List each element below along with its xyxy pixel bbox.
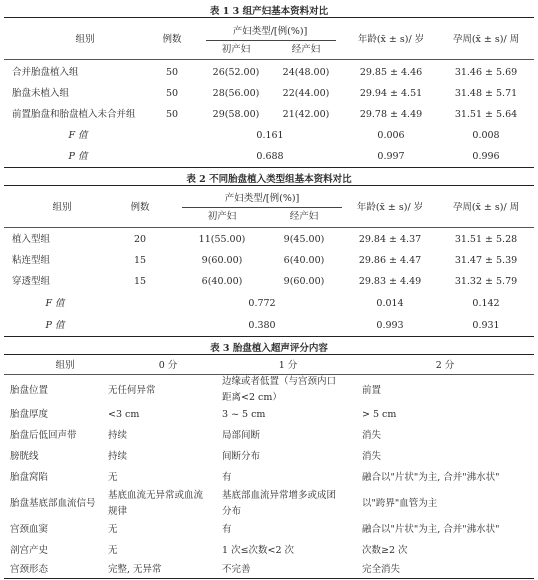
table2-stat-age: 0.014	[376, 298, 404, 309]
table2-stat-parity: 0.380	[248, 320, 276, 331]
table2-cell-multi: 9(60.00)	[283, 276, 325, 287]
table1-header-rule	[4, 59, 534, 60]
table1-header-count: 例数	[162, 34, 182, 45]
table3-cell-s1: 不完善	[222, 564, 251, 575]
table3-cell-s2: 以"跨界"血管为主	[362, 498, 438, 509]
table3-header-s1: 1 分	[278, 360, 298, 371]
table3-cell-s0: 持续	[108, 430, 128, 441]
table3-cell-s1: 有	[222, 472, 232, 483]
table2-stat-age: 0.993	[376, 320, 404, 331]
table3-caption: 表 3 胎盘植入超声评分内容	[210, 343, 328, 354]
table2-header-multi: 经产妇	[289, 211, 319, 222]
table1-cell-gest: 31.51 ± 5.64	[454, 109, 518, 120]
table3-cell-s0: 无	[108, 545, 118, 556]
table2-cell-gest: 31.51 ± 5.28	[454, 234, 518, 245]
table1-header-primi: 初产妇	[221, 44, 251, 55]
table1-cell-primi: 26(52.00)	[212, 67, 260, 78]
table1-cell-multi: 21(42.00)	[282, 109, 330, 120]
table1-cell-age: 29.94 ± 4.51	[359, 88, 423, 99]
table2-cell-primi: 6(40.00)	[201, 276, 243, 287]
table1-cell-age: 29.85 ± 4.46	[359, 67, 423, 78]
table2-cell-age: 29.83 ± 4.49	[358, 276, 422, 287]
table1-stat-gest: 0.996	[472, 151, 500, 162]
table1-stat-age: 0.006	[377, 130, 405, 141]
table1-cell-count: 50	[165, 88, 179, 99]
table3-cell-s2: 融合以"片状"为主, 合并"沸水状"	[362, 472, 500, 483]
table3-cell-item: 宫颈血窦	[10, 524, 49, 535]
table1-cell-age: 29.78 ± 4.49	[359, 109, 423, 120]
table3-cell-item: 胎盘窝陷	[10, 472, 49, 483]
table3-cell-s1: 局部间断	[222, 430, 261, 441]
table3-cell-item: 剖宫产史	[10, 545, 49, 556]
table1-top-rule	[4, 17, 534, 18]
table3-cell-s0: 无任何异常	[108, 385, 156, 396]
table2-header-age: 年龄(x̄ ± s)/ 岁	[356, 202, 424, 213]
table2-header-count: 例数	[130, 202, 150, 213]
table3-cell-s1: 间断分布	[222, 451, 261, 462]
table2-cell-primi: 11(55.00)	[198, 234, 246, 245]
table1-bottom-rule	[4, 167, 534, 168]
table3-cell-s1: 3 ~ 5 cm	[222, 409, 266, 420]
table1-parity-underline	[206, 40, 336, 41]
table1-cell-gest: 31.46 ± 5.69	[454, 67, 518, 78]
table2-cell-gest: 31.47 ± 5.39	[454, 255, 518, 266]
table3-cell-s0: 持续	[108, 451, 128, 462]
table3-header-s2: 2 分	[435, 360, 455, 371]
table3-cell-s0: 完整, 无异常	[108, 564, 162, 575]
table2-parity-underline	[182, 207, 342, 208]
table2-cell-count: 20	[133, 234, 147, 245]
table3-cell-s2: 消失	[362, 451, 382, 462]
table1-cell-multi: 24(48.00)	[282, 67, 330, 78]
table3-cell-s1: 有	[222, 524, 232, 535]
table2-cell-count: 15	[133, 276, 147, 287]
table1-cell-group: 胎盘未植入组	[12, 88, 70, 99]
table2-cell-multi: 6(40.00)	[283, 255, 325, 266]
table2-header-parity: 产妇类型/[例(%)]	[224, 193, 300, 204]
table3-cell-s1-line2: 分布	[222, 506, 242, 517]
table2-header-rule	[4, 227, 534, 228]
table1-header-gest: 孕周(x̄ ± s)/ 周	[452, 34, 520, 45]
table1-cell-primi: 29(58.00)	[212, 109, 260, 120]
table1-stat-parity: 0.688	[256, 151, 284, 162]
table3-cell-item: 膀胱线	[10, 451, 39, 462]
table2-cell-age: 29.84 ± 4.37	[358, 234, 422, 245]
table3-cell-s0: 无	[108, 524, 118, 535]
table3-cell-item: 胎盘位置	[10, 385, 49, 396]
table2-bottom-rule	[4, 336, 534, 337]
table3-cell-item: 胎盘厚度	[10, 409, 49, 420]
table3-cell-s0: <3 cm	[108, 409, 140, 420]
table2-cell-group: 粘连型组	[12, 255, 51, 266]
table2-cell-group: 植入型组	[12, 234, 51, 245]
table3-cell-item: 胎盘基底部血流信号	[10, 498, 96, 509]
table1-cell-gest: 31.48 ± 5.71	[454, 88, 518, 99]
table3-cell-s1-line1: 边缘或者低置（与宫颈内口	[222, 376, 337, 387]
table2-cell-group: 穿透型组	[12, 276, 51, 287]
table2-header-gest: 孕周(x̄ ± s)/ 周	[452, 202, 520, 213]
table3-cell-s0-line2: 规律	[108, 506, 128, 517]
table1-header-parity: 产妇类型/[例(%)]	[232, 26, 308, 37]
table3-cell-s0: 无	[108, 472, 118, 483]
table1-cell-multi: 22(44.00)	[282, 88, 330, 99]
table3-cell-s1-line1: 基底部血流异常增多或成团	[222, 490, 337, 501]
table2-cell-gest: 31.32 ± 5.79	[454, 276, 518, 287]
table3-cell-s2: 次数≥2 次	[362, 545, 408, 556]
table1-stat-parity: 0.161	[256, 130, 284, 141]
table2-cell-primi: 9(60.00)	[201, 255, 243, 266]
table2-stat-gest: 0.931	[472, 320, 500, 331]
table3-cell-s1: 1 次≤次数<2 次	[222, 545, 295, 556]
table3-cell-item: 胎盘后低回声带	[10, 430, 77, 441]
table2-top-rule	[4, 185, 534, 186]
table2-cell-age: 29.86 ± 4.47	[358, 255, 422, 266]
table3-cell-s2: 融合以"片状"为主, 合并"沸水状"	[362, 524, 500, 535]
table3-cell-s2: > 5 cm	[362, 409, 397, 420]
table3-cell-s2: 消失	[362, 430, 382, 441]
table2-header-primi: 初产妇	[207, 211, 237, 222]
table2-stat-parity: 0.772	[248, 298, 276, 309]
table1-header-group: 组别	[75, 34, 95, 45]
table2-cell-multi: 9(45.00)	[283, 234, 325, 245]
table1-cell-group: 合并胎盘植入组	[12, 67, 79, 78]
table1-cell-count: 50	[165, 67, 179, 78]
table3-cell-s0-line1: 基底血流无异常或血流	[108, 490, 204, 501]
table3-bottom-rule	[4, 578, 534, 579]
table2-stat-label: P 值	[45, 320, 65, 331]
table2-caption: 表 2 不同胎盘植入类型组基本资料对比	[186, 174, 352, 185]
table1-stat-gest: 0.008	[472, 130, 500, 141]
table1-header-age: 年龄(x̄ ± s)/ 岁	[357, 34, 425, 45]
table2-stat-gest: 0.142	[472, 298, 500, 309]
table1-cell-group: 前置胎盘和胎盘植入未合并组	[12, 109, 136, 120]
table3-cell-item: 宫颈形态	[10, 564, 49, 575]
table3-header-s0: 0 分	[158, 360, 178, 371]
table1-stat-label: P 值	[68, 151, 88, 162]
table2-stat-label: F 值	[45, 298, 65, 309]
table2-cell-count: 15	[133, 255, 147, 266]
table1-cell-count: 50	[165, 109, 179, 120]
table1-cell-primi: 28(56.00)	[212, 88, 260, 99]
table3-top-rule	[4, 354, 534, 355]
table3-cell-s2: 完全消失	[362, 564, 401, 575]
table3-cell-s2: 前置	[362, 385, 382, 396]
table1-caption: 表 1 3 组产妇基本资料对比	[209, 6, 329, 17]
table3-cell-s1-line2: 距离<2 cm）	[222, 392, 282, 403]
table3-header-group: 组别	[55, 360, 75, 371]
table1-stat-label: F 值	[68, 130, 88, 141]
table1-header-multi: 经产妇	[291, 44, 321, 55]
table3-header-rule	[4, 374, 534, 375]
table1-stat-age: 0.997	[377, 151, 405, 162]
table2-header-group: 组别	[52, 202, 72, 213]
